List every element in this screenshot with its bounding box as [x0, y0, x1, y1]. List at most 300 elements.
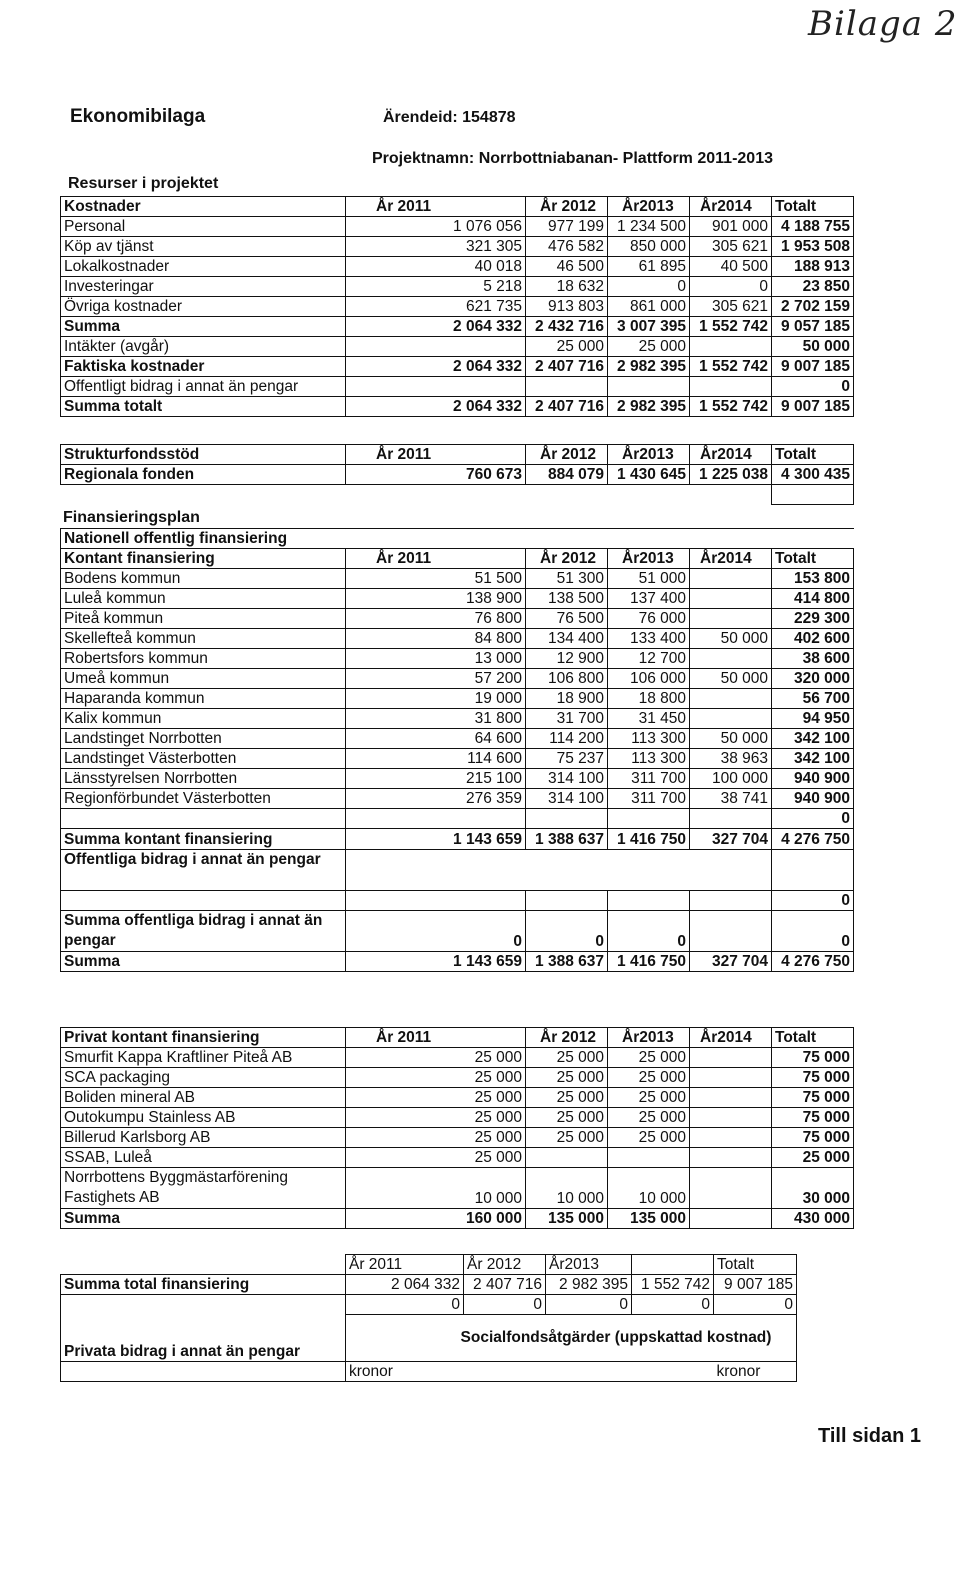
cell: 38 963 [690, 749, 772, 769]
cell-total: 38 600 [772, 649, 854, 669]
table-row [61, 317, 854, 337]
kostnader-header: Kostnader [61, 197, 346, 217]
cell [690, 337, 772, 357]
table-row [61, 357, 854, 377]
cell: 314 100 [526, 789, 608, 809]
table-row [61, 1068, 854, 1088]
cell: 2 064 332 [346, 397, 526, 417]
row-label: Köp av tjänst [61, 237, 346, 257]
cell: 0 [526, 911, 608, 952]
cell: 114 600 [346, 749, 526, 769]
cell: 25 000 [608, 1088, 690, 1108]
table-row [61, 1168, 854, 1209]
cell: 106 000 [608, 669, 690, 689]
cell: 25 000 [526, 337, 608, 357]
cell: 25 000 [608, 1048, 690, 1068]
table-row [61, 709, 854, 729]
cell-total: 4 276 750 [772, 829, 854, 850]
cell: 1 388 637 [526, 829, 608, 850]
row-label: Lokalkostnader [61, 257, 346, 277]
table-row [61, 217, 854, 237]
cell [608, 377, 690, 397]
cell: 57 200 [346, 669, 526, 689]
row-label: Summa offentliga bidrag i annat än pengar [61, 911, 346, 952]
cell-total: 9 057 185 [772, 317, 854, 337]
col-header-2011: År 2011 [346, 1255, 464, 1275]
project-name: Projektnamn: Norrbottniabanan- Plattform 2011-2013 [372, 150, 773, 167]
finansiering-table [60, 528, 854, 972]
cell: 1 552 742 [632, 1275, 714, 1295]
blank-cell [61, 1295, 346, 1315]
summa-row [61, 952, 854, 972]
cell [690, 377, 772, 397]
table-row [61, 649, 854, 669]
row-label: Offentligt bidrag i annat än pengar [61, 377, 346, 397]
cell: 10 000 [346, 1168, 526, 1209]
cell: 1 234 500 [608, 217, 690, 237]
row-label: Norrbottens Byggmästarförening Fastighets AB [61, 1168, 346, 1209]
cell: 138 500 [526, 589, 608, 609]
cell-total: 23 850 [772, 277, 854, 297]
cell: 1 552 742 [690, 317, 772, 337]
table-row [61, 465, 854, 485]
col-header-2013: År2013 [608, 1028, 690, 1048]
footer-note: Till sidan 1 [818, 1425, 921, 1447]
table-row [61, 1148, 854, 1168]
col-header-2011: År 2011 [346, 549, 526, 569]
cell: 0 [346, 1295, 464, 1315]
kontant-header: Kontant finansiering [61, 549, 346, 569]
table-row [61, 397, 854, 417]
cell: 913 803 [526, 297, 608, 317]
col-header-2014: År2014 [690, 197, 772, 217]
cell: 25 000 [608, 337, 690, 357]
cell: 476 582 [526, 237, 608, 257]
cell: 1 143 659 [346, 829, 526, 850]
row-label: Faktiska kostnader [61, 357, 346, 377]
cell-total: 188 913 [772, 257, 854, 277]
cell [690, 1048, 772, 1068]
cell: 311 700 [608, 769, 690, 789]
row-label: Skellefteå kommun [61, 629, 346, 649]
arende-id: Ärendeid: 154878 [383, 109, 516, 126]
cell-total: 75 000 [772, 1128, 854, 1148]
cell: 114 200 [526, 729, 608, 749]
cell: 138 900 [346, 589, 526, 609]
cell: 25 000 [346, 1108, 526, 1128]
cell: 137 400 [608, 589, 690, 609]
cell: 64 600 [346, 729, 526, 749]
cell: 50 000 [690, 669, 772, 689]
cell: 276 359 [346, 789, 526, 809]
cell-total: 50 000 [772, 337, 854, 357]
row-label: Landstinget Norrbotten [61, 729, 346, 749]
cell: 18 632 [526, 277, 608, 297]
offentliga-bidrag-row [61, 850, 854, 891]
cell-total: 414 800 [772, 589, 854, 609]
cell: 46 500 [526, 257, 608, 277]
socialfond-label: Socialfondsåtgärder (uppskattad kostnad) [346, 1315, 797, 1362]
cell: 25 000 [346, 1048, 526, 1068]
col-header-2012: År 2012 [526, 197, 608, 217]
cell: 38 741 [690, 789, 772, 809]
row-label: Summa total finansiering [61, 1275, 346, 1295]
cell-total: 75 000 [772, 1088, 854, 1108]
kronor-right: kronor [714, 1361, 797, 1381]
blank-cell [546, 1361, 632, 1381]
col-header-2013: År2013 [546, 1255, 632, 1275]
blank-cell [608, 485, 690, 505]
cell-total: 9 007 185 [772, 357, 854, 377]
row-label: Summa [61, 317, 346, 337]
cell: 977 199 [526, 217, 608, 237]
cell: 321 305 [346, 237, 526, 257]
privat-header: Privat kontant finansiering [61, 1028, 346, 1048]
cell-total: 0 [772, 377, 854, 397]
cell: 2 407 716 [464, 1275, 546, 1295]
blank-cell [690, 809, 772, 829]
cell [690, 1108, 772, 1128]
row-label: SSAB, Luleå [61, 1148, 346, 1168]
cell: 25 000 [526, 1128, 608, 1148]
privat-table [60, 1027, 854, 1229]
cell: 12 700 [608, 649, 690, 669]
cell: 106 800 [526, 669, 608, 689]
cell: 51 500 [346, 569, 526, 589]
cell: 901 000 [690, 217, 772, 237]
row-label: Summa totalt [61, 397, 346, 417]
struktur-header-row [61, 445, 854, 465]
blank-cell [690, 485, 772, 505]
blank-cell [61, 891, 346, 911]
cell: 0 [464, 1295, 546, 1315]
cell [690, 1068, 772, 1088]
cell: 215 100 [346, 769, 526, 789]
privata-bidrag-row [61, 1315, 797, 1362]
row-label: Intäkter (avgår) [61, 337, 346, 357]
cell: 1 143 659 [346, 952, 526, 972]
cell: 0 [546, 1295, 632, 1315]
cell: 13 000 [346, 649, 526, 669]
blank-cell [464, 1361, 546, 1381]
cell: 113 300 [608, 729, 690, 749]
kronor-left: kronor [346, 1361, 464, 1381]
cell-total: 75 000 [772, 1108, 854, 1128]
row-label: Bodens kommun [61, 569, 346, 589]
cell-total: 56 700 [772, 689, 854, 709]
blank-cell [608, 850, 690, 891]
cell [690, 1168, 772, 1209]
cell: 5 218 [346, 277, 526, 297]
cell-total: 94 950 [772, 709, 854, 729]
cell-total: 430 000 [772, 1209, 854, 1229]
cell-total: 75 000 [772, 1048, 854, 1068]
row-label: Billerud Karlsborg AB [61, 1128, 346, 1148]
cell: 2 064 332 [346, 1275, 464, 1295]
cell: 25 000 [526, 1048, 608, 1068]
privata-bidrag-label: Privata bidrag i annat än pengar [61, 1315, 346, 1362]
cell: 850 000 [608, 237, 690, 257]
blank-cell [690, 891, 772, 911]
blank-total-row [61, 809, 854, 829]
table-row [61, 257, 854, 277]
row-label: Personal [61, 217, 346, 237]
cell: 25 000 [526, 1068, 608, 1088]
cell: 2 982 395 [608, 357, 690, 377]
cell: 1 552 742 [690, 397, 772, 417]
row-label: Haparanda kommun [61, 689, 346, 709]
cell: 10 000 [608, 1168, 690, 1209]
table-row [61, 277, 854, 297]
col-header-totalt: Totalt [772, 549, 854, 569]
cell: 18 800 [608, 689, 690, 709]
cell-total: 153 800 [772, 569, 854, 589]
row-label: Investeringar [61, 277, 346, 297]
cell-total: 342 100 [772, 749, 854, 769]
cell [690, 689, 772, 709]
cell: 25 000 [608, 1128, 690, 1148]
cell-total: 30 000 [772, 1168, 854, 1209]
col-header-2013: År2013 [608, 549, 690, 569]
table-row [61, 1088, 854, 1108]
cell: 2 064 332 [346, 357, 526, 377]
cell: 621 735 [346, 297, 526, 317]
cell: 25 000 [608, 1068, 690, 1088]
cell: 760 673 [346, 465, 526, 485]
row-label: Regionala fonden [61, 465, 346, 485]
summa-total-row [61, 1275, 797, 1295]
cell: 25 000 [526, 1088, 608, 1108]
cell: 1 076 056 [346, 217, 526, 237]
cell: 305 621 [690, 297, 772, 317]
col-header-2014: År2014 [690, 445, 772, 465]
cell-total: 4 276 750 [772, 952, 854, 972]
row-label: Luleå kommun [61, 589, 346, 609]
row-label: SCA packaging [61, 1068, 346, 1088]
cell: 2 407 716 [526, 357, 608, 377]
summa-row [61, 1209, 854, 1229]
table-row [61, 337, 854, 357]
cell: 1 416 750 [608, 829, 690, 850]
cell: 76 000 [608, 609, 690, 629]
col-header-2012: År 2012 [526, 445, 608, 465]
blank-cell [632, 1361, 714, 1381]
cell [690, 589, 772, 609]
resurser-heading: Resurser i projektet [68, 175, 219, 192]
row-label: Boliden mineral AB [61, 1088, 346, 1108]
row-label: Landstinget Västerbotten [61, 749, 346, 769]
row-label: Outokumpu Stainless AB [61, 1108, 346, 1128]
blank-cell [61, 1361, 346, 1381]
cell: 25 000 [346, 1068, 526, 1088]
cell: 100 000 [690, 769, 772, 789]
table-row [61, 609, 854, 629]
col-header-2014: År2014 [690, 549, 772, 569]
col-header-totalt: Totalt [772, 197, 854, 217]
page-title: Ekonomibilaga [70, 106, 206, 127]
cell: 31 700 [526, 709, 608, 729]
table-row [61, 769, 854, 789]
cell: 51 300 [526, 569, 608, 589]
cell [346, 377, 526, 397]
blank-cell [526, 809, 608, 829]
cell: 2 982 395 [546, 1275, 632, 1295]
cell: 25 000 [346, 1128, 526, 1148]
cell [608, 1148, 690, 1168]
table-row [61, 1128, 854, 1148]
blank-cell [608, 809, 690, 829]
cell-total: 75 000 [772, 1068, 854, 1088]
finansieringsplan-heading: Finansieringsplan [63, 509, 200, 526]
cell-total: 25 000 [772, 1148, 854, 1168]
cell: 3 007 395 [608, 317, 690, 337]
blank-cell [526, 850, 608, 891]
blank-cell [61, 809, 346, 829]
cell: 10 000 [526, 1168, 608, 1209]
cell: 40 018 [346, 257, 526, 277]
row-label: Umeå kommun [61, 669, 346, 689]
cell: 884 079 [526, 465, 608, 485]
kostnader-table [60, 196, 854, 417]
cell: 133 400 [608, 629, 690, 649]
finansiering-header-row [61, 549, 854, 569]
col-header-2011: År 2011 [346, 197, 526, 217]
cell: 31 450 [608, 709, 690, 729]
col-header-2011: År 2011 [346, 445, 526, 465]
cell: 25 000 [526, 1108, 608, 1128]
cell: 1 388 637 [526, 952, 608, 972]
table-row [61, 749, 854, 769]
col-header-2012: År 2012 [526, 549, 608, 569]
summa-offentliga-row [61, 911, 854, 952]
cell [346, 337, 526, 357]
cell [690, 569, 772, 589]
col-header-totalt: Totalt [772, 445, 854, 465]
cell-total: 9 007 185 [772, 397, 854, 417]
table-row [61, 569, 854, 589]
cell: 861 000 [608, 297, 690, 317]
cell [526, 377, 608, 397]
cell: 0 [632, 1295, 714, 1315]
cell: 19 000 [346, 689, 526, 709]
cell: 25 000 [346, 1088, 526, 1108]
handwritten-note: Bilaga 2 [808, 4, 958, 44]
row-label: Smurfit Kappa Kraftliner Piteå AB [61, 1048, 346, 1068]
offentliga-bidrag-values-row [61, 891, 854, 911]
cell: 50 000 [690, 629, 772, 649]
cell [690, 1148, 772, 1168]
cell [690, 709, 772, 729]
row-label: Länsstyrelsen Norrbotten [61, 769, 346, 789]
table-row [61, 689, 854, 709]
cell: 2 982 395 [608, 397, 690, 417]
row-label: Offentliga bidrag i annat än pengar [61, 850, 346, 891]
table-row [61, 1108, 854, 1128]
blank-cell [526, 891, 608, 911]
cell: 51 000 [608, 569, 690, 589]
cell: 84 800 [346, 629, 526, 649]
cell [690, 1209, 772, 1229]
table-row [61, 629, 854, 649]
cell-total: 342 100 [772, 729, 854, 749]
cell-total: 0 [772, 911, 854, 952]
kronor-row [61, 1361, 797, 1381]
cell: 2 432 716 [526, 317, 608, 337]
cell: 75 237 [526, 749, 608, 769]
cell [690, 609, 772, 629]
summa-kontant-row [61, 829, 854, 850]
cell-total: 4 300 435 [772, 465, 854, 485]
table-row [61, 729, 854, 749]
col-header-2012: År 2012 [526, 1028, 608, 1048]
blank-cell [346, 850, 526, 891]
cell-total: 320 000 [772, 669, 854, 689]
blank-cell [346, 809, 526, 829]
cell: 50 000 [690, 729, 772, 749]
cell: 1 430 645 [608, 465, 690, 485]
col-header-2011: År 2011 [346, 1028, 526, 1048]
zeros-row [61, 1295, 797, 1315]
cell: 0 [690, 277, 772, 297]
row-label: Summa kontant finansiering [61, 829, 346, 850]
cell: 327 704 [690, 952, 772, 972]
cell: 1 416 750 [608, 952, 690, 972]
col-header-totalt: Totalt [772, 1028, 854, 1048]
col-header-totalt: Totalt [714, 1255, 797, 1275]
total-table [60, 1254, 797, 1382]
cell: 76 500 [526, 609, 608, 629]
row-label: Regionförbundet Västerbotten [61, 789, 346, 809]
blank-row [61, 485, 854, 505]
blank-cell [690, 850, 772, 891]
col-header-2013: År2013 [608, 197, 690, 217]
cell: 113 300 [608, 749, 690, 769]
row-label: Robertsfors kommun [61, 649, 346, 669]
cell [690, 911, 772, 952]
struktur-header: Strukturfondsstöd [61, 445, 346, 465]
cell: 2 064 332 [346, 317, 526, 337]
cell-total: 0 [772, 891, 854, 911]
cell [690, 1088, 772, 1108]
col-header-2014 [632, 1255, 714, 1275]
blank-cell [608, 891, 690, 911]
blank-cell [526, 485, 608, 505]
cell: 12 900 [526, 649, 608, 669]
cell: 18 900 [526, 689, 608, 709]
blank-cell [772, 485, 854, 505]
cell-total: 1 953 508 [772, 237, 854, 257]
cell-total: 402 600 [772, 629, 854, 649]
row-label: Summa [61, 1209, 346, 1229]
blank-cell [346, 891, 526, 911]
table-row [61, 589, 854, 609]
cell: 31 800 [346, 709, 526, 729]
cell-total: 4 188 755 [772, 217, 854, 237]
cell: 160 000 [346, 1209, 526, 1229]
table-row [61, 297, 854, 317]
table-row [61, 669, 854, 689]
cell: 2 407 716 [526, 397, 608, 417]
privat-header-row [61, 1028, 854, 1048]
cell: 1 225 038 [690, 465, 772, 485]
cell-total: 0 [714, 1295, 797, 1315]
blank-cell [61, 1255, 346, 1275]
cell: 40 500 [690, 257, 772, 277]
col-header-2014: År2014 [690, 1028, 772, 1048]
col-header-2012: År 2012 [464, 1255, 546, 1275]
cell-total: 9 007 185 [714, 1275, 797, 1295]
cell-total: 229 300 [772, 609, 854, 629]
